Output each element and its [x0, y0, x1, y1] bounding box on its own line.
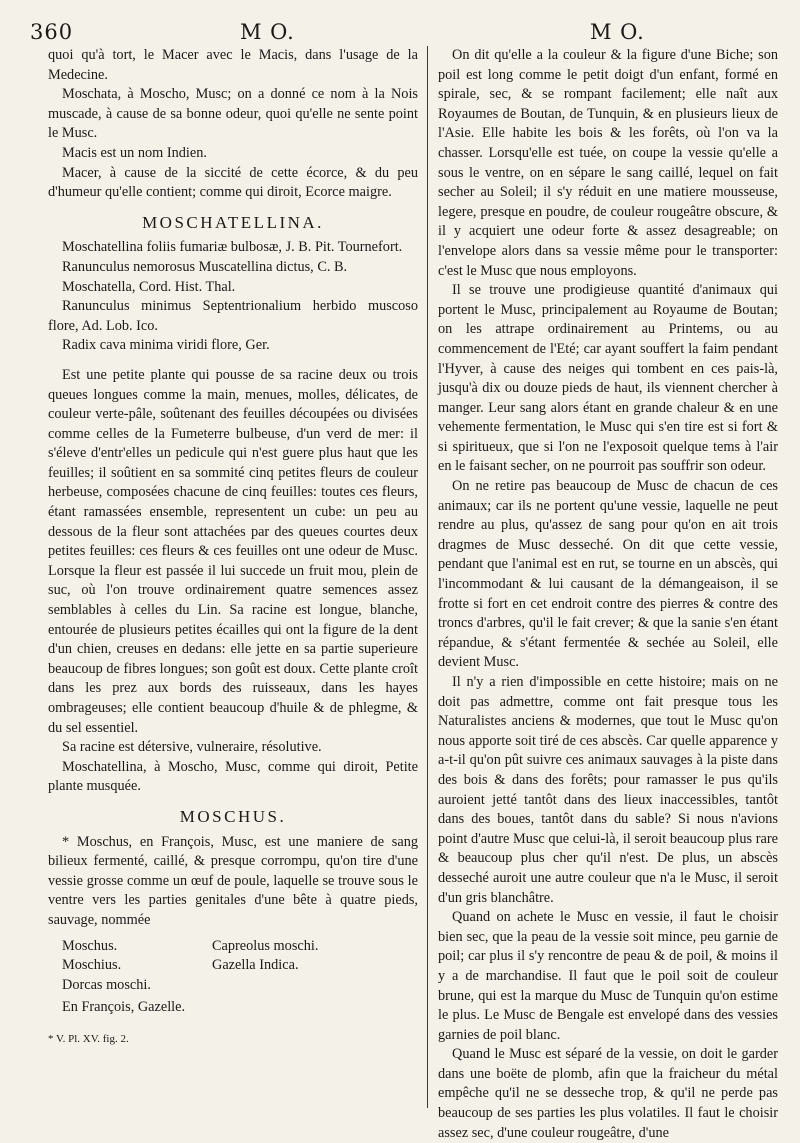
left-column: [48, 46, 418, 1050]
paragraph: En François, Gazelle.: [62, 999, 186, 1016]
paragraph: Moschata, à Moscho, Musc; on a donné ce nom à la Nois muscade, à cause de sa bonne odeur, quoi qu'elle ne sente point le Musc.: [48, 86, 418, 142]
synonym-line: Ranunculus minimus Septentrionalium herbido muscoso flore, Ad. Lob. Ico.: [48, 298, 418, 334]
paragraph: Moschatellina, à Moscho, Musc, comme qui diroit, Petite plante musquée.: [48, 758, 418, 795]
column-divider: [427, 46, 428, 1108]
paragraph: Macis est un nom Indien.: [62, 144, 207, 161]
synonym-line: Moschatellina foliis fumariæ bulbosæ, J. B. Pit. Tournefort.: [62, 239, 403, 256]
paragraph: * Moschus, en François, Musc, est une maniere de sang bilieux fermenté, caillé, & presque corrompu, qu'on tire d'une vessie grosse comme un œuf de poule, laquelle se trouve sous le ventre vers les parties genitales d'une bête à quatre pieds, sauvage, nommée: [48, 833, 418, 928]
paragraph: Est une petite plante qui pousse de sa racine deux ou trois queues longues comme la main, menues, molles, délicates, de couleur verte-pâle, soûtenant des feuilles découpées ou divisées comme celles de la Fumeterre bulbeuse, d'un verd de mer: il s'éleve d'entr'elles un pedicule qui n'est guere plus haut que les feuilles; il soûtient en sa sommité cinq petites fleurs de couleur herbeuse, composées chacune de cinq feuilles: toutes ces fleurs, étant ramassées ensemble, representent un cube: un peu au dessous de la fleur sont attachées par des queues courtes deux petites feuilles: ces fleurs & ces feuilles ont une odeur de Musc. Lorsque la fleur est passée il lui succede un fruit mou, plein de suc, où l'on trouve ordinairement quatre semences assez semblables à celles du Lin. Sa racine est longue, blanche, entourée de plusieurs petites écailles qui ont la figure de la dent d'un chien, creuses en dedans: elle jette en sa partie superieure beaucoup de fibres longues; son goût est doux. Cette plante croît dans les prez aux bords des ruisseaux, dans les hayes ombrageuses; elle contient beaucoup d'huile & de phlegme, & du sel essentiel.: [48, 366, 418, 736]
synonym-line: Ranunculus nemorosus Muscatellina dictus, C. B.: [62, 258, 348, 275]
name-item: Gazella Indica.: [212, 957, 299, 974]
section-title: MOSCHUS.: [179, 806, 287, 826]
name-item: Dorcas moschi.: [62, 976, 151, 993]
names-list: [48, 937, 418, 996]
synonym-line: Moschatella, Cord. Hist. Thal.: [62, 278, 236, 295]
paragraph: Il n'y a rien d'impossible en cette histoire; mais on ne doit pas admettre, comme ont fait presque tous les Naturalistes anciens & modernes, que tout le Musc qu'on nous apporte soit tiré de ces abscès. Car quelle apparence y a-t-il qu'on pût suivre ces animaux sauvages à la piste dans des bois & dans des forêts; pour ramasser le pus qu'ils auroient jetté tantôt dans des lieux inaccessibles, tantôt dans des boues, tantôt dans du sable? Si nous n'avions point d'autre Musc que celui-là, il seroit beaucoup plus rare & beaucoup plus cher qu'il n'est. De plus, un abscès desseché auroit une autre couleur que n'a le Musc, il seroit d'un gris blanchâtre.: [438, 674, 778, 906]
name-item: Moschius.: [62, 957, 122, 974]
page-number: 360: [30, 20, 74, 44]
synonym-line: Radix cava minima viridi flore, Ger.: [62, 337, 270, 354]
paragraph: Quand on achete le Musc en vessie, il faut le choisir bien sec, que la peau de la vessie soit mince, peu garnie de poil; car plus il s'y rencontre de peau & de poil, & moins il y a de marchandise. Il faut que le poil soit de couleur brune, qui est la marque du Musc de Tunquin qu'on estime le plus. Le Musc de Bengale est envelopé dans des vessies garnies de poil blanc.: [438, 909, 778, 1043]
paragraph: Sa racine est détersive, vulneraire, résolutive.: [62, 739, 322, 756]
section-title: MOSCHATELLINA.: [142, 212, 324, 232]
name-item: Moschus.: [62, 937, 118, 954]
paragraph: Macer, à cause de la siccité de cette écorce, & du peu d'humeur qu'elle contient; comme qui diroit, Ecorce maigre.: [48, 164, 418, 201]
footnote: * V. Pl. XV. fig. 2.: [48, 1032, 129, 1045]
paragraph: quoi qu'à tort, le Macer avec le Macis, dans l'usage de la Medecine.: [48, 47, 418, 83]
paragraph: On ne retire pas beaucoup de Musc de chacun de ces animaux; car ils ne portent qu'une vessie, laquelle ne peut rendre au plus, qu'assez de sang pour qu'on en ait trois dragmes de Musc desseché. On dit que cette vessie, pendant que l'animal est en rut, se tourne en un abscès, qui l'incommodant & lui causant de la démangeaison, il se frotte si fort en cet endroit contre des pierres & contre des troncs d'arbres, qu'il le fait crever; & que la sanie s'en étant répandue, & s'étant fermentée & sechée au Soleil, elle devient Musc.: [438, 478, 778, 671]
paragraph: Il se trouve une prodigieuse quantité d'animaux qui portent le Musc, principalement au Royaume de Boutan; on les attrape ordinairement au Printems, ou au commencement de l'Eté; car ayant souffert la faim pendant l'Hyver, à cause des neiges qui tombent en ces pais-là, jusqu'à dix ou douze pieds de haut, ils viennent chercher à manger. Leur sang alors étant en grande chaleur & en une vehemente fermentation, le Musc qui s'en tire est si fort & si spiritueux, que si l'on ne l'exposoit quelque tems à l'air en le faisant secher, on ne pourroit pas souffrir son odeur.: [438, 282, 778, 475]
running-head-right: M O.: [590, 20, 645, 44]
right-column: [438, 46, 778, 1143]
paragraph: On dit qu'elle a la couleur & la figure d'une Biche; son poil est long comme le petit doigt d'un enfant, formé en spirale, sec, & se rompant facilement; elle naît aux Royaumes de Boutan, de Tunquin, & en plusieurs lieux de l'Asie. Elle habite les bois & les forêts, où l'on va la chasser. Lorsqu'elle est tuée, on coupe la vessie qu'elle a sous le ventre, on en sépare le sang caillé, lequel on fait secher au Soleil; il s'y réduit en une matiere mousseuse, legere, presque en poudre, de couleur rougeâtre obscure, & il y acquiert une odeur forte & assez desagreable; on l'envelope alors dans sa vessie même pour le transporter: c'est le Musc que nous employons.: [438, 47, 778, 279]
name-item: Capreolus moschi.: [212, 937, 319, 954]
paragraph: Quand le Musc est séparé de la vessie, on doit le garder dans une boëte de plomb, afin que la fraicheur du métal empêche qu'il ne se desseche trop, & qu'il ne perde pas beaucoup de ses parties les plus volatiles. Il faut le choisir assez sec, d'une couleur rougeâtre, d'une: [438, 1046, 778, 1141]
running-head-left: M O.: [240, 20, 295, 44]
